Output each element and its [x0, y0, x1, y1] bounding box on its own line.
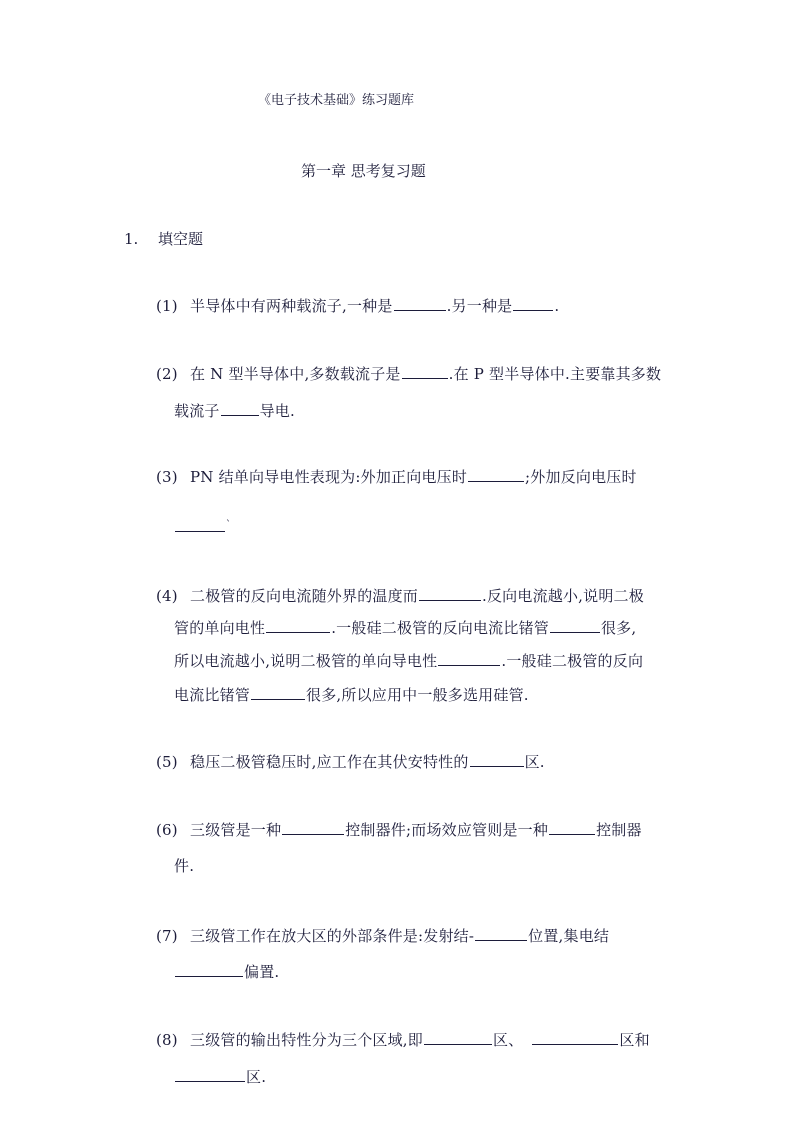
question-text: 电流比锗管 — [174, 686, 251, 704]
answer-blank — [513, 295, 553, 311]
question-8-line-2 — [174, 1066, 266, 1087]
question-number: (7) — [156, 927, 178, 945]
question-text: 半导体中有两种载流子,一种是 — [190, 297, 393, 315]
question-text: .另一种是 — [446, 297, 513, 315]
answer-blank — [282, 819, 344, 835]
section-title: 填空题 — [158, 230, 204, 248]
question-text: . — [554, 297, 560, 315]
answer-blank — [475, 925, 527, 941]
question-text: 区. — [524, 753, 545, 771]
question-text: .反向电流越小,说明二极 — [482, 587, 644, 605]
question-2-line-2 — [174, 400, 295, 421]
answer-blank — [251, 684, 305, 700]
question-text: 控制器 — [596, 821, 642, 839]
question-text: 管的单向电性 — [174, 619, 266, 637]
question-text: PN 结单向导电性表现为:外加正向电压时 — [190, 468, 468, 486]
question-number: (4) — [156, 587, 178, 605]
question-text: 三级管的输出特性分为三个区域,即 — [190, 1031, 423, 1049]
question-text: 所以电流越小,说明二极管的单向导电性 — [174, 652, 438, 670]
question-4-line-1 — [156, 585, 644, 606]
answer-blank — [419, 585, 481, 601]
question-text: .一般硅二极管的反向电流比锗管 — [331, 619, 549, 637]
question-1-line-1 — [156, 295, 559, 316]
question-3-line-2 — [174, 516, 231, 537]
section-heading — [124, 229, 203, 249]
question-text: ;外加反向电压时 — [525, 468, 637, 486]
answer-blank — [175, 1066, 245, 1082]
answer-blank — [468, 466, 524, 482]
question-number: (3) — [156, 468, 178, 486]
question-text: 三级管是一种 — [190, 821, 282, 839]
document-title: 《电子技术基础》练习题库 — [258, 93, 415, 108]
question-6-line-1 — [156, 819, 642, 840]
answer-blank — [221, 400, 259, 416]
answer-blank — [424, 1029, 492, 1045]
answer-blank — [470, 751, 524, 767]
question-number: (8) — [156, 1031, 178, 1049]
question-text: 很多, — [600, 619, 637, 637]
question-text: 在 N 型半导体中,多数载流子是 — [190, 365, 401, 383]
question-text: 二极管的反向电流随外界的温度而 — [190, 587, 419, 605]
question-text: 三级管工作在放大区的外部条件是:发射结- — [190, 927, 475, 945]
question-8-line-1 — [156, 1029, 650, 1050]
question-text: 偏置. — [244, 963, 280, 981]
question-text: 区和 — [619, 1031, 650, 1049]
question-text: 稳压二极管稳压时,应工作在其伏安特性的 — [190, 753, 469, 771]
question-number: (1) — [156, 297, 178, 315]
answer-blank — [394, 295, 446, 311]
question-text: 控制器件;而场效应管则是一种 — [345, 821, 549, 839]
question-text: .一般硅二极管的反向 — [501, 652, 644, 670]
question-2-line-1 — [156, 363, 661, 384]
question-4-line-3 — [174, 650, 643, 671]
answer-blank — [175, 961, 243, 977]
question-text: .在 P 型半导体中.主要靠其多数 — [448, 365, 662, 383]
question-text: 区、 — [492, 1031, 524, 1049]
answer-blank — [549, 819, 595, 835]
answer-blank — [550, 617, 600, 633]
question-number: (5) — [156, 753, 178, 771]
question-6-line-2 — [174, 856, 194, 876]
answer-blank — [402, 363, 448, 379]
stray-mark: ` — [226, 520, 232, 531]
question-text: 很多,所以应用中一般多选用硅管. — [306, 686, 529, 704]
question-text: 区. — [246, 1068, 267, 1086]
question-4-line-4 — [174, 684, 529, 705]
question-5-line-1 — [156, 751, 545, 772]
question-3-line-1 — [156, 466, 637, 487]
question-number: (2) — [156, 365, 178, 383]
question-number: (6) — [156, 821, 178, 839]
section-number: 1. — [124, 230, 139, 248]
answer-blank — [266, 617, 330, 633]
question-text: 件. — [174, 857, 195, 875]
answer-blank — [175, 516, 225, 532]
question-7-line-1 — [156, 925, 609, 946]
question-4-line-2 — [174, 617, 636, 638]
answer-blank — [438, 650, 500, 666]
question-text: 位置,集电结 — [528, 927, 610, 945]
chapter-title: 第一章 思考复习题 — [301, 162, 426, 180]
question-text: 载流子 — [174, 402, 220, 420]
question-7-line-2 — [174, 961, 279, 982]
answer-blank — [532, 1029, 618, 1045]
question-text: 导电. — [259, 402, 295, 420]
